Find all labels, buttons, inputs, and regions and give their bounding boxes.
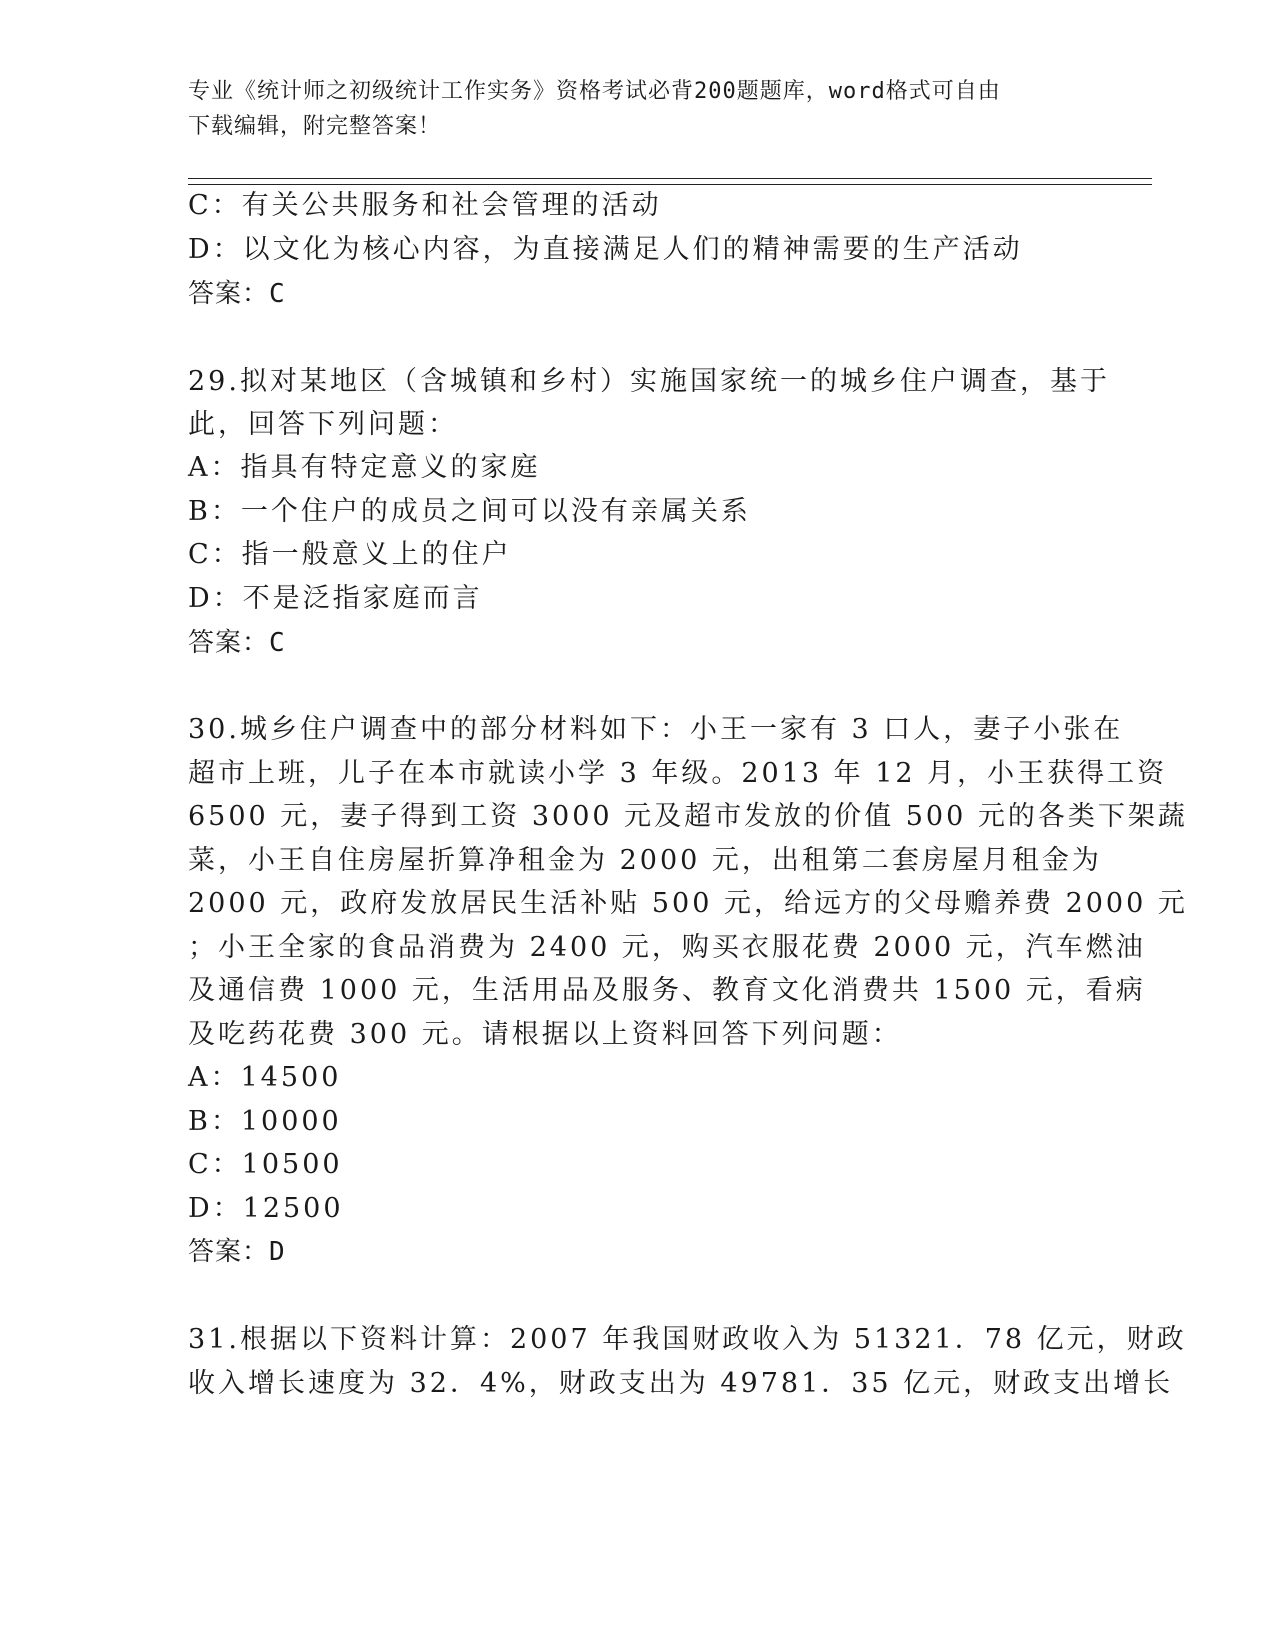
q30-stem-line-6: ；小王全家的食品消费为 2400 元，购买衣服花费 2000 元，汽车燃油 [188,932,1146,963]
header-line-2: 下载编辑，附完整答案！ [188,114,442,139]
q30-stem-line-2: 超市上班，儿子在本市就读小学 3 年级。2013 年 12 月，小王获得工资 [188,758,1168,789]
q28-answer: 答案：C [188,279,286,309]
q30-stem-line-1: 30.城乡住户调查中的部分材料如下：小王一家有 3 口人，妻子小张在 [188,714,1124,745]
q31-stem-line-2: 收入增长速度为 32．4%，财政支出为 49781．35 亿元，财政支出增长 [188,1368,1174,1399]
header-divider-bottom [188,184,1152,185]
q29-stem-line-1: 29.拟对某地区（含城镇和乡村）实施国家统一的城乡住户调查，基于 [188,366,1110,397]
q30-answer: 答案：D [188,1237,286,1267]
q29-answer: 答案：C [188,628,286,658]
q29-option-c: C：指一般意义上的住户 [188,539,512,570]
q30-stem-line-4: 菜，小王自住房屋折算净租金为 2000 元，出租第二套房屋月租金为 [188,845,1102,876]
q31-stem-line-1: 31.根据以下资料计算：2007 年我国财政收入为 51321．78 亿元，财政 [188,1324,1187,1355]
q28-option-c: C：有关公共服务和社会管理的活动 [188,190,662,221]
header-line-1: 专业《统计师之初级统计工作实务》资格考试必背200题题库，word格式可自由 [188,79,1001,104]
document-header [188,74,1108,144]
q30-option-a: A：14500 [188,1062,342,1093]
q30-option-b: B：10000 [188,1106,342,1137]
q30-stem-line-3: 6500 元，妻子得到工资 3000 元及超市发放的价值 500 元的各类下架蔬 [188,801,1188,832]
q29-option-b: B：一个住户的成员之间可以没有亲属关系 [188,496,751,527]
q29-option-a: A：指具有特定意义的家庭 [188,452,541,483]
q28-option-d: D：以文化为核心内容，为直接满足人们的精神需要的生产活动 [188,234,1023,265]
q29-stem-line-2: 此，回答下列问题： [188,409,458,440]
q30-option-c: C：10500 [188,1149,343,1180]
q30-stem-line-8: 及吃药花费 300 元。请根据以上资料回答下列问题： [188,1019,902,1050]
q30-option-d: D：12500 [188,1193,344,1224]
q29-option-d: D：不是泛指家庭而言 [188,583,483,614]
q30-stem-line-5: 2000 元，政府发放居民生活补贴 500 元，给远方的父母赡养费 2000 元 [188,888,1188,919]
header-divider-top [188,178,1152,179]
q30-stem-line-7: 及通信费 1000 元，生活用品及服务、教育文化消费共 1500 元，看病 [188,975,1146,1006]
